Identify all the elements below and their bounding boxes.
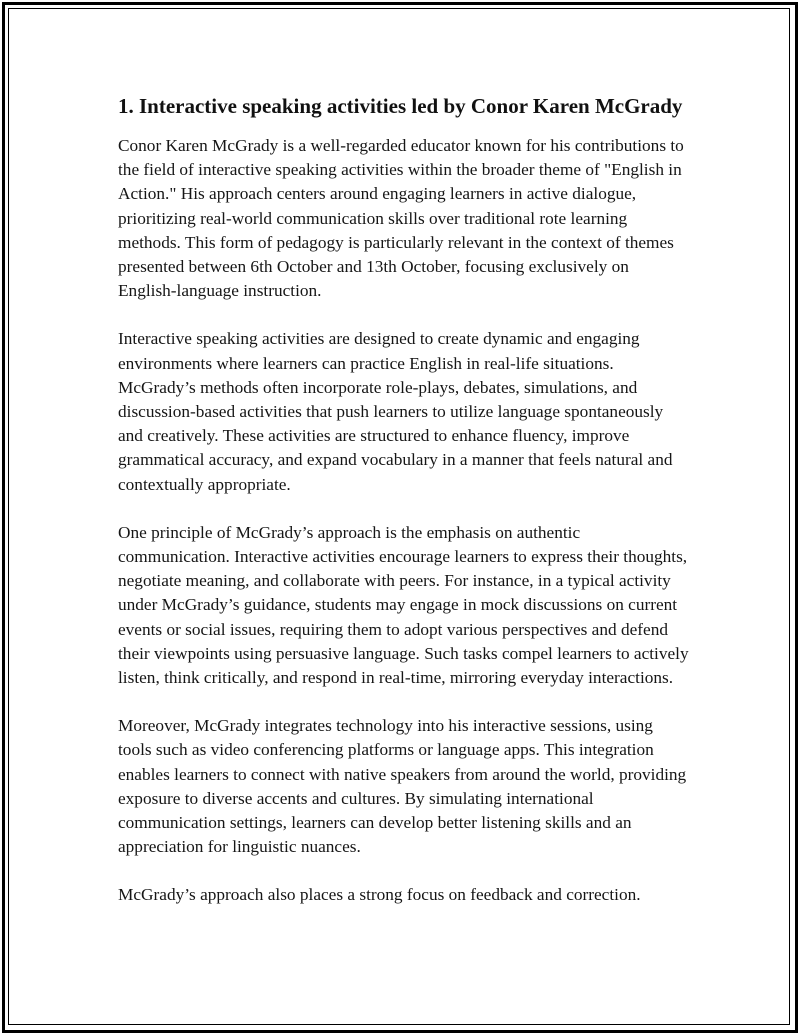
paragraph-2: Interactive speaking activities are designed to create dynamic and engaging environments where learners can practice English in real-life situations. McGrady’s methods often incorporate role-plays, debates, simulations, and discussion-based activities that push learners to utilize language spontaneously and creatively. These activities are structured to enhance fluency, improve grammatical accuracy, and expand vocabulary in a manner that feels natural and contextually appropriate. <box>118 329 673 494</box>
section-heading: 1. Interactive speaking activities led by Conor Karen McGrady <box>118 94 683 118</box>
paragraph-1: Conor Karen McGrady is a well-regarded educator known for his contributions to the field of interactive speaking activities within the broader theme of "English in Action." His approach centers around engaging learners in active dialogue, prioritizing real-world communication skills over traditional rote learning methods. This form of pedagogy is particularly relevant in the context of themes presented between 6th October and 13th October, focusing exclusively on English-language instruction. <box>118 136 684 301</box>
paragraph-5: McGrady’s approach also places a strong focus on feedback and correction. <box>118 885 641 905</box>
paragraph-4: Moreover, McGrady integrates technology into his interactive sessions, using tools such as video conferencing platforms or language apps. This integration enables learners to connect with native speakers from around the world, providing exposure to diverse accents and cultures. By simulating international communication settings, learners can develop better listening skills and an appreciation for linguistic nuances. <box>118 716 687 857</box>
paragraph-3: One principle of McGrady’s approach is the emphasis on authentic communication. Interactive activities encourage learners to express their thoughts, negotiate meaning, and collaborate with peers. For instance, in a typical activity under McGrady’s guidance, students may engage in mock discussions on current events or social issues, requiring them to adopt various perspectives and defend their viewpoints using persuasive language. Such tasks compel learners to actively listen, think critically, and respond in real-time, mirroring everyday interactions. <box>118 522 689 688</box>
document-body <box>118 92 690 932</box>
